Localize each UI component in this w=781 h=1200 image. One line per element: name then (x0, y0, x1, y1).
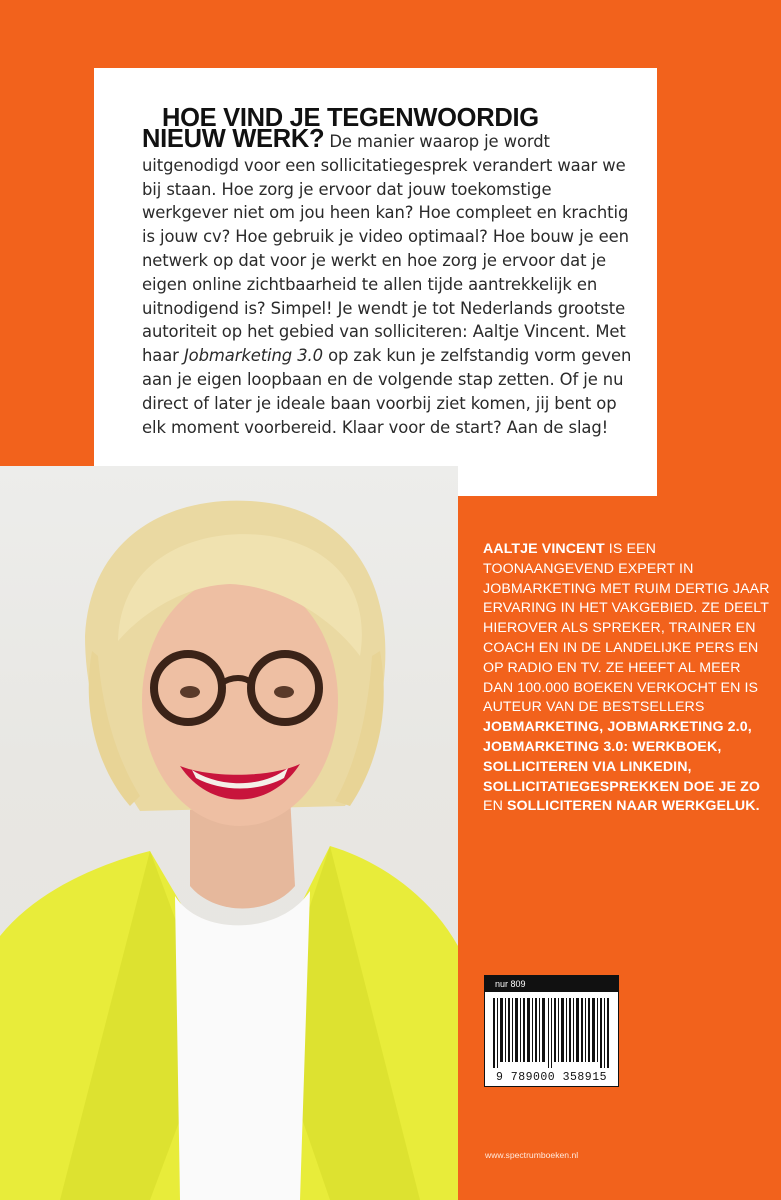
headline-line2: NIEUW WERK? (142, 125, 325, 153)
headline-line1: HOE VIND JE TEGENWOORDIG (162, 104, 539, 132)
nur-code: nur 809 (485, 976, 618, 992)
author-last-title: SOLLICITEREN NAAR WERKGELUK. (506, 798, 760, 815)
author-bio-text-1: IS EEN TOONAANGEVEND EXPERT IN JOBMARKETING MET RUIM DERTIG JAAR ERVARING IN HET VAKGEBIED. ZE DEELT HIEROVER ALS SPREKER, TRAINER EN COACH EN IN DE LANDELIJKE PERS EN OP RADIO EN TV. ZE HEEFT AL MEER DAN 100.000 BOEKEN VERKOCHT EN IS AUTEUR VAN DE BESTSELLERS (483, 541, 770, 716)
description-body-2: op zak kun je zelfstandig vorm geven aan je eigen loopbaan en de volgende stap zetten. Of je nu direct of later je ideale baan voorbij ziet komen, jij bent op elk moment voorbereid. Klaar voor de start? Aan de slag! (142, 346, 632, 437)
description-book-title: Jobmarketing 3.0 (183, 346, 323, 366)
barcode-icon (485, 996, 618, 1068)
isbn-number: 9 789000 358915 (495, 1071, 608, 1084)
author-portrait-illustration (0, 466, 458, 1200)
author-bestseller-titles: JOBMARKETING, JOBMARKETING 2.0, JOBMARKETING 3.0: WERKBOEK, SOLLICITEREN VIA LINKEDIN, SOLLICITATIEGESPREKKEN DOE JE ZO (483, 719, 760, 795)
description-text (142, 104, 635, 439)
author-portrait (0, 466, 458, 1200)
description-panel (94, 68, 657, 496)
author-bio-text-2: EN (483, 798, 507, 815)
author-name: AALTJE VINCENT (483, 541, 605, 557)
barcode-box (484, 975, 619, 1087)
author-bio (483, 540, 773, 817)
description-body-1: De manier waarop je wordt uitgenodigd voor een sollicitatiegesprek verandert waar we bij staan. Hoe zorg je ervoor dat jouw toekomstige werkgever niet om jou heen kan? Hoe compleet en krachtig is jouw cv? Hoe gebruik je video optimaal? Hoe bouw je een netwerk op dat voor je werkt en hoe zorg je ervoor dat je eigen online zichtbaarheid te allen tijde aantrekkelijk en uitnodigend is? Simpel! Je wendt je tot Nederlands grootste autoriteit op het gebied van solliciteren: Aaltje Vincent. Met haar (142, 132, 629, 366)
publisher-website[interactable]: www.spectrumboeken.nl (485, 1150, 579, 1160)
